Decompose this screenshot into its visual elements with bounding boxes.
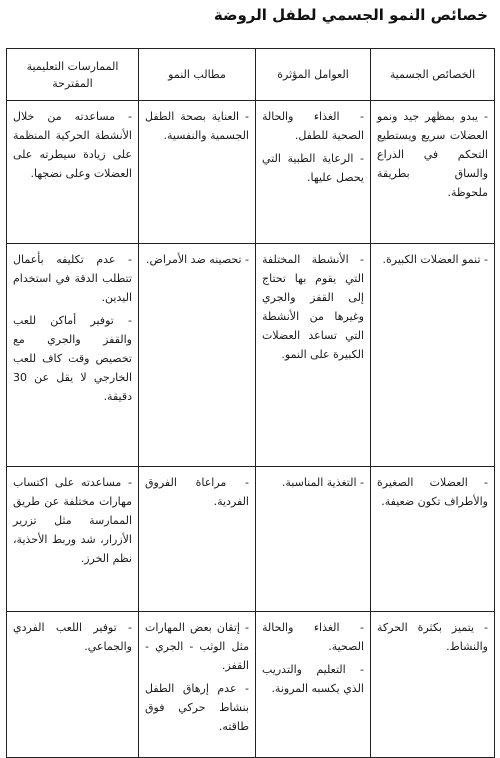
cell-text: - تحصينه ضد الأمراض. [146, 253, 249, 266]
cell-text: - يتميز بكثرة الحركة والنشاط. [377, 621, 488, 653]
cell-text: - العضلات الصغيرة والأطراف تكون ضعيفة. [377, 476, 488, 508]
cell-suggested-practices [7, 101, 139, 244]
cell-growth-demands [139, 612, 256, 758]
cell-influencing-factors [256, 244, 371, 467]
cell-text: - الغذاء والحالة الصحية. [262, 621, 364, 653]
cell-growth-demands [139, 101, 256, 244]
cell-text: - الرعاية الطبية التي يحصل عليها. [262, 152, 364, 184]
table-header-row [7, 49, 495, 101]
table-row [7, 612, 495, 758]
growth-table [6, 48, 495, 758]
cell-physical-traits [371, 244, 495, 467]
header-influencing-factors: العوامل المؤثرة [256, 49, 371, 101]
cell-suggested-practices [7, 244, 139, 467]
cell-physical-traits [371, 612, 495, 758]
cell-growth-demands [139, 244, 256, 467]
cell-text: - التعليم والتدريب الذي يكسبه المرونة. [262, 663, 364, 695]
table-row [7, 244, 495, 467]
cell-text: - الغذاء والحالة الصحية للطفل. [262, 110, 364, 142]
cell-physical-traits [371, 467, 495, 612]
table-row [7, 467, 495, 612]
cell-text: - الأنشطة المختلفة التي يقوم بها تحتاج إلى القفز والجري وغيرها من الأنشطة التي تساعد العضلات الكبيرة على النمو. [262, 253, 364, 361]
cell-text: - إتقان بعض المهارات مثل الوثب - الجري - القفز. [145, 621, 249, 672]
cell-influencing-factors [256, 612, 371, 758]
cell-text: - مساعدته من خلال الأنشطة الحركية المنظمة على زيادة سيطرته على العضلات وعلى نضجها. [13, 110, 132, 180]
header-suggested-practices: الممارسات التعليمية المقترحة [7, 49, 139, 101]
page-title: خصائص النمو الجسمي لطفل الروضة [213, 6, 488, 24]
table-row [7, 101, 495, 244]
cell-text: - يبدو بمظهر جيد ونمو العضلات سريع ويستطيع التحكم في الذراع والساق بطريقة ملحوظة. [377, 110, 488, 199]
cell-suggested-practices [7, 612, 139, 758]
cell-text: - العناية بصحة الطفل الجسمية والنفسية. [145, 110, 249, 142]
cell-text: - عدم تكليفه بأعمال تتطلب الدقة في استخدام اليدين. [13, 253, 132, 304]
header-physical-traits: الخصائص الجسمية [371, 49, 495, 101]
cell-suggested-practices [7, 467, 139, 612]
cell-text: - تنمو العضلات الكبيرة. [382, 253, 488, 266]
cell-text: - التغذية المناسبة. [281, 476, 364, 489]
cell-growth-demands [139, 467, 256, 612]
cell-physical-traits [371, 101, 495, 244]
cell-text: - توفير أماكن للعب والقفز والجري مع تخصيص وقت كاف للعب الخارجي لا يقل عن 30 دقيقة. [13, 314, 132, 403]
cell-text: - مراعاة الفروق الفردية. [145, 476, 249, 508]
cell-influencing-factors [256, 467, 371, 612]
cell-text: - مساعدته على اكتساب مهارات مختلفة عن طريق الممارسة مثل تزرير الأزرار، شد وربط الأحذية، نظم الخرز. [13, 476, 132, 565]
header-growth-demands: مطالب النمو [139, 49, 256, 101]
cell-text: - توفير اللعب الفردي والجماعي. [13, 621, 132, 653]
cell-influencing-factors [256, 101, 371, 244]
cell-text: - عدم إرهاق الطفل بنشاط حركي فوق طاقته. [145, 682, 249, 733]
